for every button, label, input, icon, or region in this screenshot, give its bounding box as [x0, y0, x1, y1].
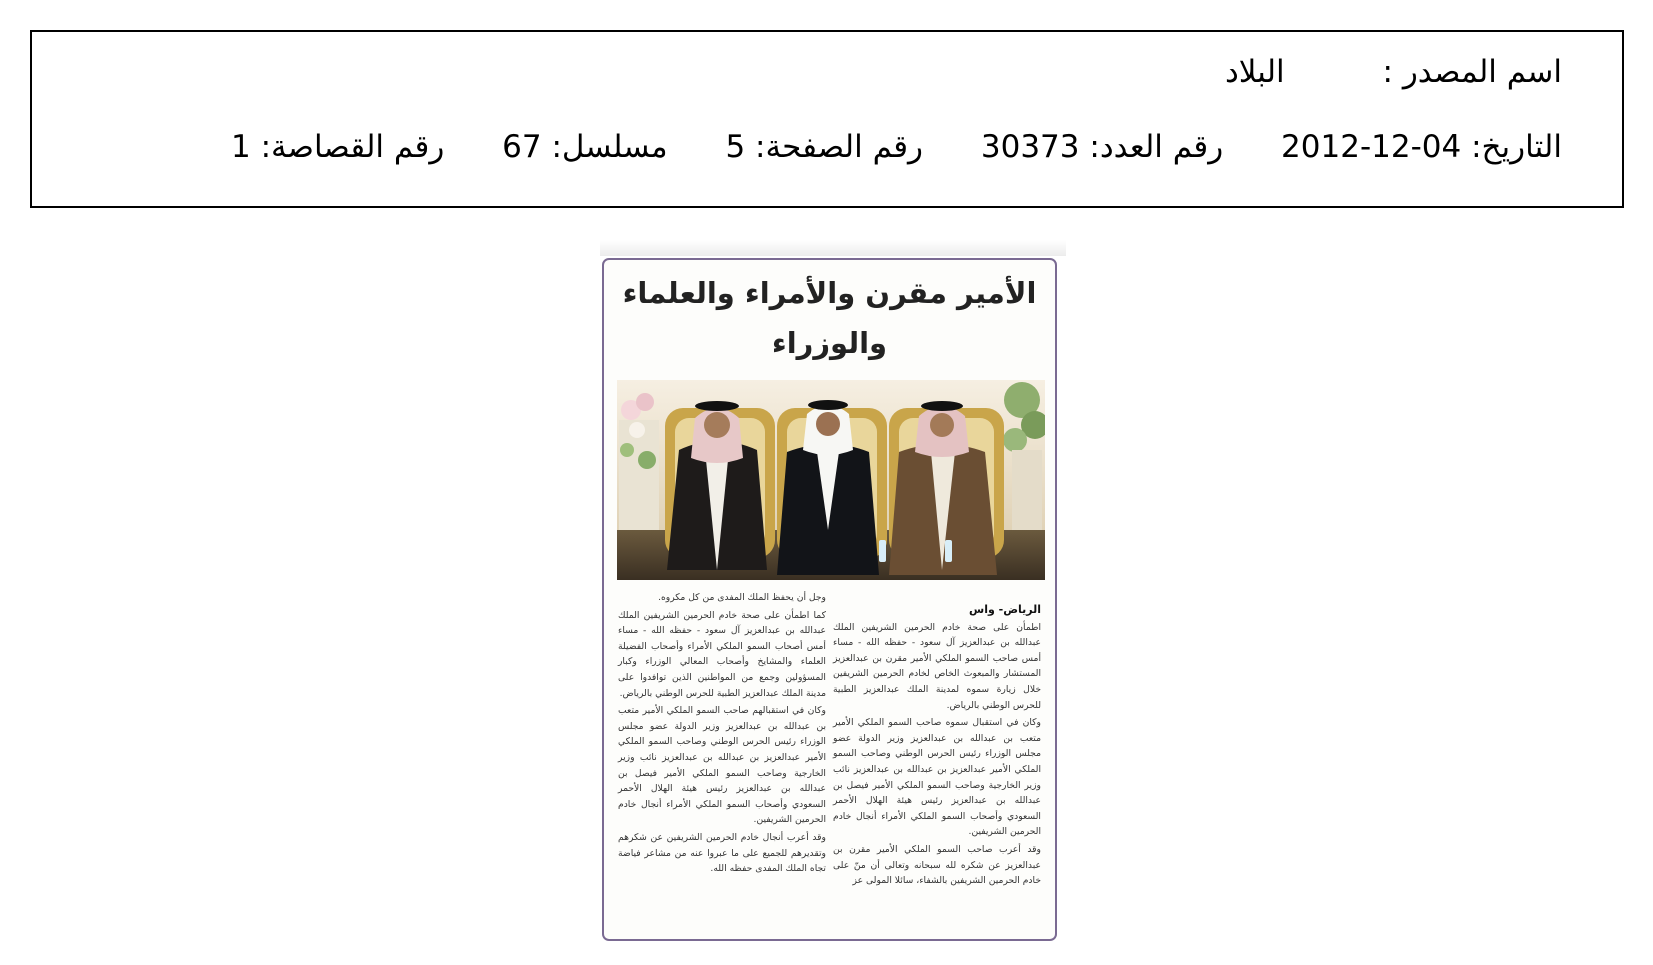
- clipping-info-box: [30, 30, 1624, 208]
- serial-value: 67: [502, 129, 542, 165]
- page-label: رقم الصفحة:: [755, 129, 924, 165]
- article-column-right: [833, 602, 1041, 891]
- serial-field: [502, 129, 667, 165]
- page-value: 5: [725, 129, 746, 165]
- newspaper-clipping: [602, 258, 1057, 941]
- issue-value: 30373: [980, 129, 1080, 165]
- left-paragraph-1: وجل أن يحفظ الملك المفدى من كل مكروه.: [658, 592, 826, 603]
- source-line: [1225, 54, 1562, 90]
- right-paragraph-1: اطمأن على صحة خادم الحرمين الشريفين الملك عبدالله بن عبدالعزيز آل سعود - حفظه الله - مساء أمس صاحب السمو الملكي الأمير مقرن بن عبدالعزيز المستشار والمبعوث الخاص لخادم الحرمين الشريفين خلال زيارة سموه لمدينة الملك عبدالعزيز الطبية للحرس الوطني بالرياض.: [833, 621, 1041, 711]
- date-label: التاريخ:: [1471, 129, 1562, 165]
- article-headline: [614, 268, 1045, 376]
- right-paragraph-2: وكان في استقبال سموه صاحب السمو الملكي الأمير متعب بن عبدالله بن عبدالعزيز وزير الدولة عضو مجلس الوزراء رئيس الحرس الوطني وصاحب السمو الملكي الأمير عبدالعزيز بن عبدالله بن عبدالعزيز نائب وزير الخارجية وصاحب السمو الملكي الأمير فيصل بن عبدالله بن عبدالعزيز رئيس هيئة الهلال الأحمر السعودي وأصحاب السمو الملكي الأمراء أنجال خادم الحرمين الشريفين.: [833, 717, 1041, 838]
- date-field: [1281, 129, 1562, 165]
- article-column-left: [618, 590, 826, 879]
- serial-label: مسلسل:: [551, 129, 668, 165]
- article-body: [616, 590, 1043, 931]
- headline-line-1: الأمير مقرن والأمراء والعلماء والوزراء: [622, 276, 1037, 360]
- issue-label: رقم العدد:: [1089, 129, 1224, 165]
- source-label: اسم المصدر :: [1382, 54, 1562, 90]
- meta-line: [231, 129, 1562, 165]
- article-dateline: الرياض- واس: [969, 603, 1041, 616]
- source-value: البلاد: [1224, 54, 1285, 90]
- left-paragraph-2: كما اطمأن على صحة خادم الحرمين الشريفين الملك عبدالله بن عبدالعزيز آل سعود - حفظه الله - مساء أمس أصحاب السمو الملكي الأمراء وأصحاب الفضيلة العلماء والمشايخ وأصحاب المعالي الوزراء وكبار المسؤولين وجمع من المواطنين الذين توافدوا على مدينة الملك عبدالعزيز الطبية للحرس الوطني بالرياض.: [618, 609, 826, 699]
- date-value: 2012-12-04: [1281, 129, 1462, 165]
- clipping-label: رقم القصاصة:: [260, 129, 445, 165]
- clipping-value: 1: [230, 129, 251, 165]
- right-paragraph-3: وقد أعرب صاحب السمو الملكي الأمير مقرن بن عبدالعزيز عن شكره لله سبحانه وتعالى أن منّ على خادم الحرمين الشريفين بالشفاء، سائلا المولى عز: [833, 843, 1041, 887]
- clipping-field: [231, 129, 444, 165]
- page-field: [725, 129, 923, 165]
- left-paragraph-4: وقد أعرب أنجال خادم الحرمين الشريفين عن شكرهم وتقديرهم للجميع على ما عبروا عنه من مشاعر فياضة تجاه الملك المفدى حفظه الله.: [618, 831, 826, 875]
- left-paragraph-3: وكان في استقبالهم صاحب السمو الملكي الأمير متعب بن عبدالله بن عبدالعزيز وزير الدولة عضو مجلس الوزراء رئيس الحرس الوطني وصاحب السمو الملكي الأمير عبدالعزيز بن عبدالله بن عبدالعزيز نائب وزير الخارجية وصاحب السمو الملكي الأمير فيصل بن عبدالله بن عبدالعزيز رئيس هيئة الهلال الأحمر السعودي وأصحاب السمو الملكي الأمراء أنجال خادم الحرمين الشريفين.: [618, 705, 826, 826]
- issue-field: [981, 129, 1223, 165]
- article-photo: [617, 380, 1045, 580]
- clip-top-shadow: [600, 240, 1066, 256]
